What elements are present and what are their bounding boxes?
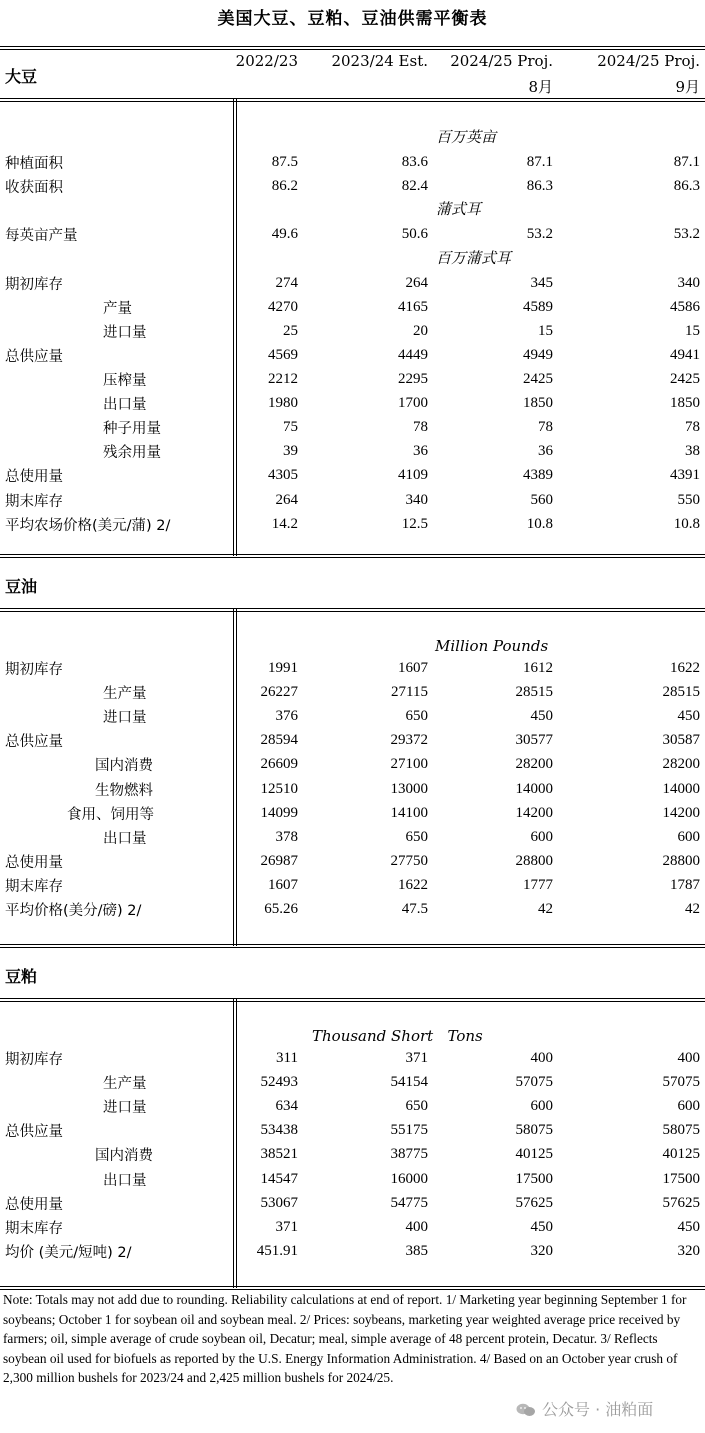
soymeal-top-rule: [0, 998, 705, 1002]
cell-value: 38775: [390, 1146, 428, 1163]
row-label: 期初库存: [5, 1052, 63, 1068]
cell-value: 55175: [390, 1122, 428, 1139]
cell-value: 650: [405, 828, 428, 845]
cell-value: 50.6: [401, 226, 428, 243]
cell-value: 1607: [268, 876, 298, 893]
cell-value: 10.8: [673, 515, 700, 532]
cell-value: 634: [275, 1098, 298, 1115]
cell-value: 2425: [523, 371, 553, 387]
cell-value: 550: [677, 491, 700, 508]
cell-value: 14200: [662, 804, 700, 821]
top-rule: [0, 46, 705, 50]
cell-value: 86.2: [271, 178, 298, 195]
cell-value: 86.3: [526, 178, 553, 195]
cell-value: 26609: [260, 756, 298, 773]
col-header-2024-25-aug: 2024/25 Proj.: [450, 52, 553, 70]
cell-value: 28594: [260, 732, 298, 749]
cell-value: 4949: [523, 346, 553, 363]
cell-value: 78: [685, 419, 700, 436]
cell-value: 28800: [515, 852, 553, 869]
row-label: 收获面积: [5, 180, 63, 197]
cell-value: 15: [685, 322, 700, 339]
cell-value: 451.91: [256, 1242, 298, 1259]
cell-value: 57625: [662, 1194, 700, 1211]
cell-value: 58075: [662, 1122, 700, 1139]
cell-value: 2295: [398, 371, 428, 387]
cell-value: 28515: [515, 684, 553, 701]
cell-value: 17500: [515, 1170, 553, 1187]
soyoil-bottom-rule: [0, 944, 705, 948]
cell-value: 42: [538, 901, 553, 917]
cell-value: 26987: [260, 852, 298, 869]
cell-value: 4589: [523, 298, 553, 315]
cell-value: 52493: [260, 1074, 298, 1091]
watermark-text: 公众号 · 油粕面: [542, 1400, 654, 1419]
cell-value: 4109: [398, 467, 428, 484]
unit-label: 蒲式耳: [436, 200, 482, 219]
cell-value: 36: [538, 443, 553, 460]
cell-value: 1991: [268, 660, 298, 676]
cell-value: 14099: [260, 804, 298, 821]
row-label: 压榨量: [103, 373, 147, 389]
section-soybeans-title: 大豆: [5, 67, 38, 86]
cell-value: 274: [275, 274, 298, 291]
cell-value: 39: [283, 443, 298, 460]
row-label: 生产量: [103, 686, 147, 703]
cell-value: 4165: [398, 298, 428, 315]
cell-value: 450: [530, 708, 553, 725]
cell-value: 87.5: [271, 154, 298, 171]
cell-value: 17500: [662, 1170, 700, 1187]
cell-value: 49.6: [271, 226, 298, 243]
col-header-2022-23: 2022/23: [235, 52, 298, 70]
cell-value: 371: [405, 1050, 428, 1066]
row-label: 出口量: [103, 397, 147, 414]
row-label: 总供应量: [5, 1124, 63, 1141]
cell-value: 1622: [670, 660, 700, 676]
cell-value: 14000: [515, 780, 553, 797]
cell-value: 26227: [260, 684, 298, 701]
soybeans-bottom-rule: [0, 554, 705, 558]
cell-value: 54154: [390, 1074, 428, 1091]
cell-value: 4389: [523, 467, 553, 484]
watermark: [516, 1397, 653, 1420]
cell-value: 371: [275, 1218, 298, 1235]
cell-value: 1850: [670, 395, 700, 412]
soymeal-unit: Thousand Short Tons: [312, 1027, 483, 1045]
cell-value: 1777: [523, 876, 553, 893]
row-label: 种子用量: [103, 421, 161, 438]
cell-value: 38: [685, 443, 700, 460]
cell-value: 57625: [515, 1194, 553, 1211]
row-label: 均价 (美元/短吨) 2/: [5, 1244, 132, 1261]
cell-value: 450: [677, 708, 700, 725]
cell-value: 42: [685, 901, 700, 917]
header-rule: [0, 98, 705, 102]
cell-value: 27750: [390, 852, 428, 869]
cell-value: 28200: [515, 756, 553, 773]
cell-value: 12510: [260, 780, 298, 797]
wechat-icon: [516, 1403, 536, 1417]
cell-value: 40125: [662, 1146, 700, 1163]
row-label: 总供应量: [5, 348, 63, 365]
cell-value: 376: [275, 708, 298, 725]
row-label: 食用、饲用等: [67, 806, 154, 823]
col-header-month-aug: 8月: [528, 78, 553, 96]
row-label: 每英亩产量: [5, 228, 78, 245]
row-label: 种植面积: [5, 156, 63, 173]
col-header-2024-25-sep: 2024/25 Proj.: [597, 52, 700, 70]
cell-value: 1612: [523, 660, 553, 676]
cell-value: 400: [677, 1050, 700, 1066]
cell-value: 2425: [670, 371, 700, 387]
soyoil-divider: [233, 608, 237, 946]
cell-value: 86.3: [673, 178, 700, 195]
row-label: 产量: [103, 300, 132, 317]
cell-value: 378: [275, 828, 298, 845]
row-label: 总使用量: [5, 469, 63, 486]
cell-value: 14000: [662, 780, 700, 797]
cell-value: 83.6: [401, 154, 428, 171]
cell-value: 340: [677, 274, 700, 291]
cell-value: 600: [677, 1098, 700, 1115]
cell-value: 82.4: [401, 178, 428, 195]
cell-value: 14100: [390, 804, 428, 821]
cell-value: 264: [405, 274, 428, 291]
row-label: 期末库存: [5, 878, 63, 895]
cell-value: 1787: [670, 876, 700, 893]
cell-value: 75: [283, 419, 298, 436]
cell-value: 10.8: [526, 515, 553, 532]
cell-value: 1700: [398, 395, 428, 412]
cell-value: 53.2: [673, 226, 700, 243]
row-label: 期末库存: [5, 1220, 63, 1237]
cell-value: 15: [538, 322, 553, 339]
cell-value: 560: [530, 491, 553, 508]
cell-value: 36: [413, 443, 428, 460]
cell-value: 13000: [390, 780, 428, 797]
cell-value: 53.2: [526, 226, 553, 243]
cell-value: 29372: [390, 732, 428, 749]
cell-value: 30577: [515, 732, 553, 749]
row-label: 进口量: [103, 710, 147, 727]
soyoil-unit: Million Pounds: [435, 637, 549, 655]
cell-value: 311: [276, 1050, 298, 1066]
row-label: 出口量: [103, 1172, 147, 1189]
row-label: 进口量: [103, 1100, 147, 1117]
cell-value: 16000: [390, 1170, 428, 1187]
unit-label: 百万蒲式耳: [436, 248, 512, 267]
row-label: 生产量: [103, 1076, 147, 1093]
cell-value: 4391: [670, 467, 700, 484]
cell-value: 1607: [398, 660, 428, 676]
cell-value: 65.26: [264, 901, 298, 917]
cell-value: 28515: [662, 684, 700, 701]
cell-value: 78: [538, 419, 553, 436]
row-label: 平均农场价格(美元/蒲) 2/: [5, 517, 171, 534]
cell-value: 1850: [523, 395, 553, 412]
row-label: 期末库存: [5, 493, 63, 510]
row-label: 国内消费: [95, 1148, 153, 1165]
cell-value: 57075: [662, 1074, 700, 1091]
cell-value: 54775: [390, 1194, 428, 1211]
cell-value: 385: [405, 1242, 428, 1259]
cell-value: 4270: [268, 298, 298, 315]
cell-value: 4449: [398, 346, 428, 363]
cell-value: 14547: [260, 1170, 298, 1187]
cell-value: 27115: [391, 684, 428, 701]
cell-value: 38521: [260, 1146, 298, 1163]
cell-value: 4569: [268, 346, 298, 363]
cell-value: 14.2: [271, 515, 298, 532]
row-label: 出口量: [103, 830, 147, 847]
cell-value: 4586: [670, 298, 700, 315]
cell-value: 1622: [398, 876, 428, 893]
cell-value: 320: [677, 1242, 700, 1259]
cell-value: 450: [530, 1218, 553, 1235]
cell-value: 12.5: [401, 515, 428, 532]
cell-value: 600: [530, 828, 553, 845]
cell-value: 53438: [260, 1122, 298, 1139]
row-label: 残余用量: [103, 445, 161, 462]
cell-value: 14200: [515, 804, 553, 821]
row-label: 期初库存: [5, 662, 63, 678]
cell-value: 78: [413, 419, 428, 436]
cell-value: 4941: [670, 346, 700, 363]
row-label: 国内消费: [95, 758, 153, 775]
cell-value: 27100: [390, 756, 428, 773]
cell-value: 87.1: [673, 154, 700, 171]
cell-value: 264: [275, 491, 298, 508]
cell-value: 4305: [268, 467, 298, 484]
cell-value: 20: [413, 322, 428, 339]
cell-value: 320: [530, 1242, 553, 1259]
cell-value: 650: [405, 708, 428, 725]
cell-value: 600: [530, 1098, 553, 1115]
cell-value: 400: [405, 1218, 428, 1235]
section-soymeal-title: 豆粕: [5, 967, 38, 986]
cell-value: 345: [530, 274, 553, 291]
row-label: 总使用量: [5, 1196, 63, 1213]
cell-value: 28200: [662, 756, 700, 773]
cell-value: 450: [677, 1218, 700, 1235]
page-title: 美国大豆、豆粕、豆油供需平衡表: [217, 9, 488, 29]
row-label: 总供应量: [5, 734, 63, 751]
cell-value: 58075: [515, 1122, 553, 1139]
cell-value: 30587: [662, 732, 700, 749]
cell-value: 28800: [662, 852, 700, 869]
cell-value: 400: [530, 1050, 553, 1066]
cell-value: 40125: [515, 1146, 553, 1163]
footnote: Note: Totals may not add due to rounding. Reliability calculations at end of report. 1/ Marketing year beginning September 1 for soybeans; October 1 for soybean oil and soybean meal. 2/ Prices: soybeans, marketing year weighted average price received by farmers; oil, simple average of crude soybean oil, Decatur; meal, simple average of 48 percent protein, Decatur. 3/ Reflects soybean oil used for biofuels as reported by the U.S. Energy Information Administration. 4/ Based on an October year crush of 2,300 million bushels for 2023/24 and 2,425 million bushels for 2024/25.: [3, 1292, 687, 1385]
cell-value: 87.1: [526, 154, 553, 171]
cell-value: 25: [283, 322, 298, 339]
cell-value: 47.5: [401, 901, 428, 917]
cell-value: 340: [405, 491, 428, 508]
row-label: 平均价格(美分/磅) 2/: [5, 903, 142, 919]
cell-value: 2212: [268, 371, 298, 387]
row-label: 进口量: [103, 324, 147, 341]
cell-value: 1980: [268, 395, 298, 412]
cell-value: 57075: [515, 1074, 553, 1091]
row-label: 生物燃料: [95, 782, 153, 799]
soyoil-top-rule: [0, 608, 705, 612]
col-header-2023-24: 2023/24 Est.: [331, 52, 428, 70]
cell-value: 650: [405, 1098, 428, 1115]
cell-value: 600: [677, 828, 700, 845]
row-label: 总使用量: [5, 854, 63, 871]
section-soyoil-title: 豆油: [5, 577, 38, 596]
cell-value: 53067: [260, 1194, 298, 1211]
unit-label: 百万英亩: [436, 128, 497, 146]
row-label: 期初库存: [5, 276, 63, 293]
col-header-month-sep: 9月: [675, 78, 700, 96]
